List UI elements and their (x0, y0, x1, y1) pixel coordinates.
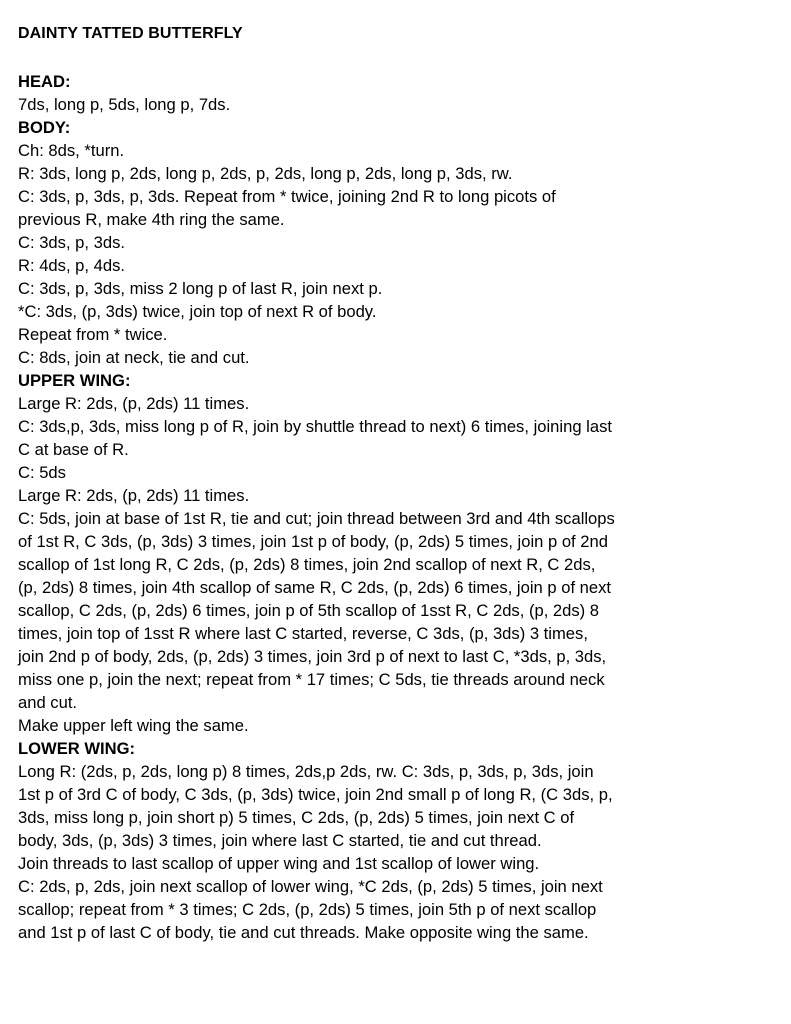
section-heading: LOWER WING: (18, 739, 136, 758)
pattern-line: C: 5ds, join at base of 1st R, tie and cut; join thread between 3rd and 4th scallops (18, 509, 615, 528)
pattern-text (18, 70, 778, 944)
pattern-line: and cut. (18, 693, 78, 712)
pattern-line: C: 3ds,p, 3ds, miss long p of R, join by shuttle thread to next) 6 times, joining last (18, 417, 612, 436)
pattern-line: C: 3ds, p, 3ds. (18, 233, 125, 252)
pattern-line: Large R: 2ds, (p, 2ds) 11 times. (18, 486, 250, 505)
section-heading: HEAD: (18, 72, 71, 91)
pattern-line: scallop of 1st long R, C 2ds, (p, 2ds) 8 times, join 2nd scallop of next R, C 2ds, (18, 555, 596, 574)
pattern-line: join 2nd p of body, 2ds, (p, 2ds) 3 times, join 3rd p of next to last C, *3ds, p, 3ds, (18, 647, 607, 666)
pattern-line: C: 2ds, p, 2ds, join next scallop of lower wing, *C 2ds, (p, 2ds) 5 times, join next (18, 877, 603, 896)
pattern-line: (p, 2ds) 8 times, join 4th scallop of same R, C 2ds, (p, 2ds) 6 times, join p of next (18, 578, 612, 597)
pattern-line: C at base of R. (18, 440, 129, 459)
pattern-line: Make upper left wing the same. (18, 716, 249, 735)
pattern-line: C: 3ds, p, 3ds, miss 2 long p of last R, join next p. (18, 279, 383, 298)
section-heading: BODY: (18, 118, 71, 137)
pattern-line: previous R, make 4th ring the same. (18, 210, 285, 229)
pattern-line: 1st p of 3rd C of body, C 3ds, (p, 3ds) twice, join 2nd small p of long R, (C 3ds, p, (18, 785, 613, 804)
pattern-line: Join threads to last scallop of upper wing and 1st scallop of lower wing. (18, 854, 540, 873)
pattern-line: miss one p, join the next; repeat from * 17 times; C 5ds, tie threads around neck (18, 670, 605, 689)
pattern-line: scallop, C 2ds, (p, 2ds) 6 times, join p of 5th scallop of 1sst R, C 2ds, (p, 2ds) 8 (18, 601, 600, 620)
pattern-line: times, join top of 1sst R where last C started, reverse, C 3ds, (p, 3ds) 3 times, (18, 624, 588, 643)
section-heading: UPPER WING: (18, 371, 131, 390)
pattern-line: R: 4ds, p, 4ds. (18, 256, 125, 275)
pattern-line: R: 3ds, long p, 2ds, long p, 2ds, p, 2ds, long p, 2ds, long p, 3ds, rw. (18, 164, 513, 183)
pattern-line: Long R: (2ds, p, 2ds, long p) 8 times, 2ds,p 2ds, rw. C: 3ds, p, 3ds, p, 3ds, join (18, 762, 594, 781)
pattern-line: C: 8ds, join at neck, tie and cut. (18, 348, 250, 367)
pattern-line: *C: 3ds, (p, 3ds) twice, join top of next R of body. (18, 302, 377, 321)
pattern-line: C: 5ds (18, 463, 66, 482)
pattern-line: C: 3ds, p, 3ds, p, 3ds. Repeat from * twice, joining 2nd R to long picots of (18, 187, 556, 206)
pattern-line: Large R: 2ds, (p, 2ds) 11 times. (18, 394, 250, 413)
pattern-line: Repeat from * twice. (18, 325, 168, 344)
pattern-document (18, 24, 778, 944)
document-title: DAINTY TATTED BUTTERFLY (18, 25, 243, 42)
pattern-line: 7ds, long p, 5ds, long p, 7ds. (18, 95, 231, 114)
pattern-line: and 1st p of last C of body, tie and cut threads. Make opposite wing the same. (18, 923, 589, 942)
pattern-line: Ch: 8ds, *turn. (18, 141, 125, 160)
pattern-line: 3ds, miss long p, join short p) 5 times, C 2ds, (p, 2ds) 5 times, join next C of (18, 808, 575, 827)
pattern-line: scallop; repeat from * 3 times; C 2ds, (p, 2ds) 5 times, join 5th p of next scallop (18, 900, 597, 919)
pattern-line: of 1st R, C 3ds, (p, 3ds) 3 times, join 1st p of body, (p, 2ds) 5 times, join p of 2nd (18, 532, 608, 551)
pattern-line: body, 3ds, (p, 3ds) 3 times, join where last C started, tie and cut thread. (18, 831, 542, 850)
